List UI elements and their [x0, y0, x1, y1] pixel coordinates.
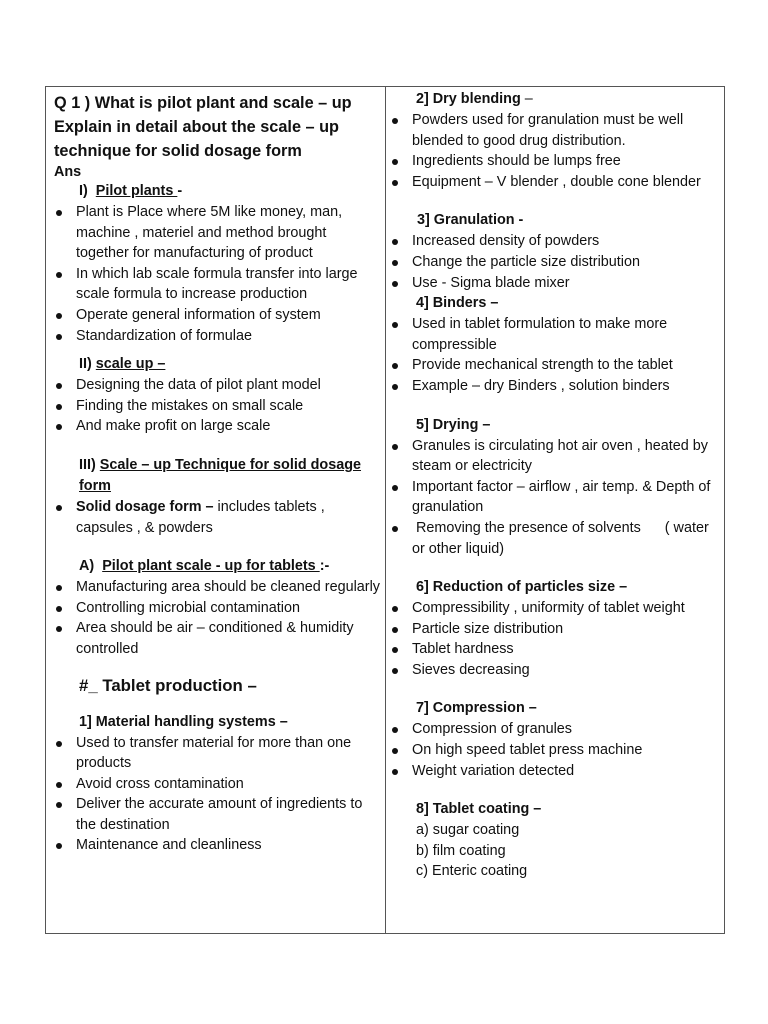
list-item: Particle size distribution: [390, 619, 720, 640]
list-item: Tablet hardness: [390, 639, 720, 660]
list-item: Area should be air – conditioned & humidity controlled: [54, 618, 381, 659]
list-item: Manufacturing area should be cleaned regularly: [54, 577, 381, 598]
scale-up-list: [54, 375, 381, 437]
reduction-heading: 6] Reduction of particles size –: [416, 579, 628, 596]
binders-heading: 4] Binders –: [416, 295, 499, 312]
list-item: Maintenance and cleanliness: [54, 835, 381, 856]
list-item: Change the particle size distribution: [390, 252, 720, 273]
list-item: Designing the data of pilot plant model: [54, 375, 381, 396]
list-item: Important factor – airflow , air temp. & Depth of granulation: [390, 477, 720, 518]
list-item: And make profit on large scale: [54, 416, 381, 437]
notes-table: [45, 86, 725, 934]
section-suffix: –: [520, 91, 533, 107]
list-item: Finding the mistakes on small scale: [54, 396, 381, 417]
section-suffix: :-: [319, 558, 330, 575]
dry-blending-heading: [390, 89, 720, 110]
list-item: Deliver the accurate amount of ingredients to the destination: [54, 794, 381, 835]
section-pilot-plants-heading: [54, 181, 381, 202]
compression-heading: 7] Compression –: [416, 700, 537, 717]
section-title: 2] Dry blending: [416, 91, 521, 107]
list-item: [54, 497, 381, 538]
drying-list: [390, 436, 720, 560]
section-tablets-scale-heading: [54, 556, 381, 577]
list-item: Use - Sigma blade mixer: [390, 273, 720, 294]
granulation-list: [390, 231, 720, 293]
list-item: Controlling microbial contamination: [54, 598, 381, 619]
list-item: Example – dry Binders , solution binders: [390, 376, 720, 397]
coating-line: b) film coating: [416, 842, 506, 859]
answer-label: Ans: [54, 164, 82, 180]
lead-term: Solid dosage form –: [76, 498, 214, 515]
list-item: Granules is circulating hot air oven , heated by steam or electricity: [390, 436, 720, 477]
material-handling-heading: 1] Material handling systems –: [79, 713, 288, 730]
list-item: Plant is Place where 5M like money, man, machine , materiel and method brought together for manufacturing of product: [54, 202, 381, 264]
dry-blending-list: [390, 110, 720, 192]
list-item: Powders used for granulation must be well blended to good drug distribution.: [390, 110, 720, 151]
material-handling-list: [54, 733, 381, 857]
technique-list: [54, 497, 381, 538]
section-suffix: -: [177, 183, 183, 199]
lead-text: includes tablets , capsules , & powders: [76, 498, 325, 536]
coating-line: a) sugar coating: [416, 822, 520, 839]
list-item: Used to transfer material for more than one products: [54, 733, 381, 774]
section-title: Pilot plant scale - up for tablets: [102, 558, 320, 575]
list-item: Increased density of powders: [390, 231, 720, 252]
binders-list: [390, 314, 720, 396]
list-item: Provide mechanical strength to the tablet: [390, 355, 720, 376]
list-item: Avoid cross contamination: [54, 774, 381, 795]
section-technique-heading: [54, 455, 381, 497]
list-item: On high speed tablet press machine: [390, 740, 720, 761]
tablets-scale-list: [54, 577, 381, 659]
list-item: In which lab scale formula transfer into large scale formula to increase production: [54, 264, 381, 305]
section-number: I): [79, 183, 88, 199]
compression-list: [390, 719, 720, 781]
coating-heading: 8] Tablet coating –: [416, 801, 542, 818]
list-item: Used in tablet formulation to make more compressible: [390, 314, 720, 355]
list-item: Operate general information of system: [54, 305, 381, 326]
section-title: scale up –: [95, 356, 166, 373]
coating-line: c) Enteric coating: [416, 863, 528, 880]
left-column: [46, 87, 385, 933]
list-item: Standardization of formulae: [54, 326, 381, 347]
section-number: II): [79, 356, 92, 373]
list-item: Removing the presence of solvents ( water or other liquid): [390, 518, 720, 559]
reduction-list: [390, 598, 720, 680]
tablet-production-heading: #_ Tablet production –: [79, 675, 257, 695]
list-item: Sieves decreasing: [390, 660, 720, 681]
granulation-heading: 3] Granulation -: [417, 212, 524, 229]
right-column: [386, 87, 726, 933]
section-number: A): [79, 558, 95, 575]
section-title: Pilot plants: [95, 183, 178, 199]
section-number: III): [79, 456, 96, 473]
question-title: Q 1 ) What is pilot plant and scale – up Explain in detail about the scale – up technique for solid dosage form: [54, 94, 352, 160]
section-title: Scale – up Technique for solid dosage form: [79, 456, 362, 494]
list-item: Ingredients should be lumps free: [390, 151, 720, 172]
list-item: Weight variation detected: [390, 761, 720, 782]
list-item: Equipment – V blender , double cone blender: [390, 172, 720, 193]
pilot-plants-list: [54, 202, 381, 346]
section-scale-up-heading: [54, 354, 381, 375]
list-item: Compression of granules: [390, 719, 720, 740]
drying-heading: 5] Drying –: [416, 416, 491, 433]
list-item: Compressibility , uniformity of tablet weight: [390, 598, 720, 619]
